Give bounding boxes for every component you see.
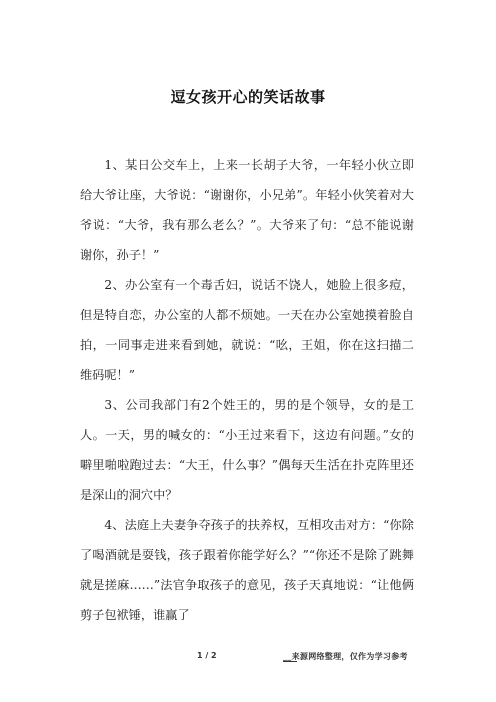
paragraph-2: 2、办公室有一个毒舌妇，说话不饶人，她脸上很多痘，但是特自恋，办公室的人都不烦她。一天在办公室她摸着脸自拍，一同事走进来看到她，就说：“吆，王姐，你在这扫描二维码呢！” xyxy=(80,278,414,382)
source-note-text: 来源网络整理，仅作为学习参考 xyxy=(291,652,408,661)
paragraph-3: 3、公司我部门有2个姓王的，男的是个领导，女的是工人。一天，男的喊女的：“小王过来看下，这边有问题。”女的噼里啪啦跑过去：“大王，什么事？”偶每天生活在扑克阵里还是深山的洞穴中？ xyxy=(80,398,414,502)
page-number: 1 / 2 xyxy=(197,651,217,660)
document-body xyxy=(80,150,414,630)
paragraph-1: 1、某日公交车上，上来一长胡子大爷，一年轻小伙立即给大爷让座，大爷说：“谢谢你，小兄弟”。年轻小伙笑着对大爷说：“大爷，我有那么老么？”。大爷来了句：“总不能说谢谢你，孙子！” xyxy=(80,158,414,262)
document-title: 逗女孩开心的笑话故事 xyxy=(170,88,326,106)
page-footer xyxy=(0,651,496,663)
paragraph-4: 4、法庭上夫妻争夺孩子的扶养权，互相攻击对方：“你除了喝酒就是耍钱，孩子跟着你能学好么？”“你还不是除了跳舞就是搓麻……”法官争取孩子的意见，孩子天真地说：“让他俩剪子包袱锤，谁赢了 xyxy=(80,518,414,622)
source-note: __来源网络整理，仅作为学习参考 xyxy=(283,652,408,661)
